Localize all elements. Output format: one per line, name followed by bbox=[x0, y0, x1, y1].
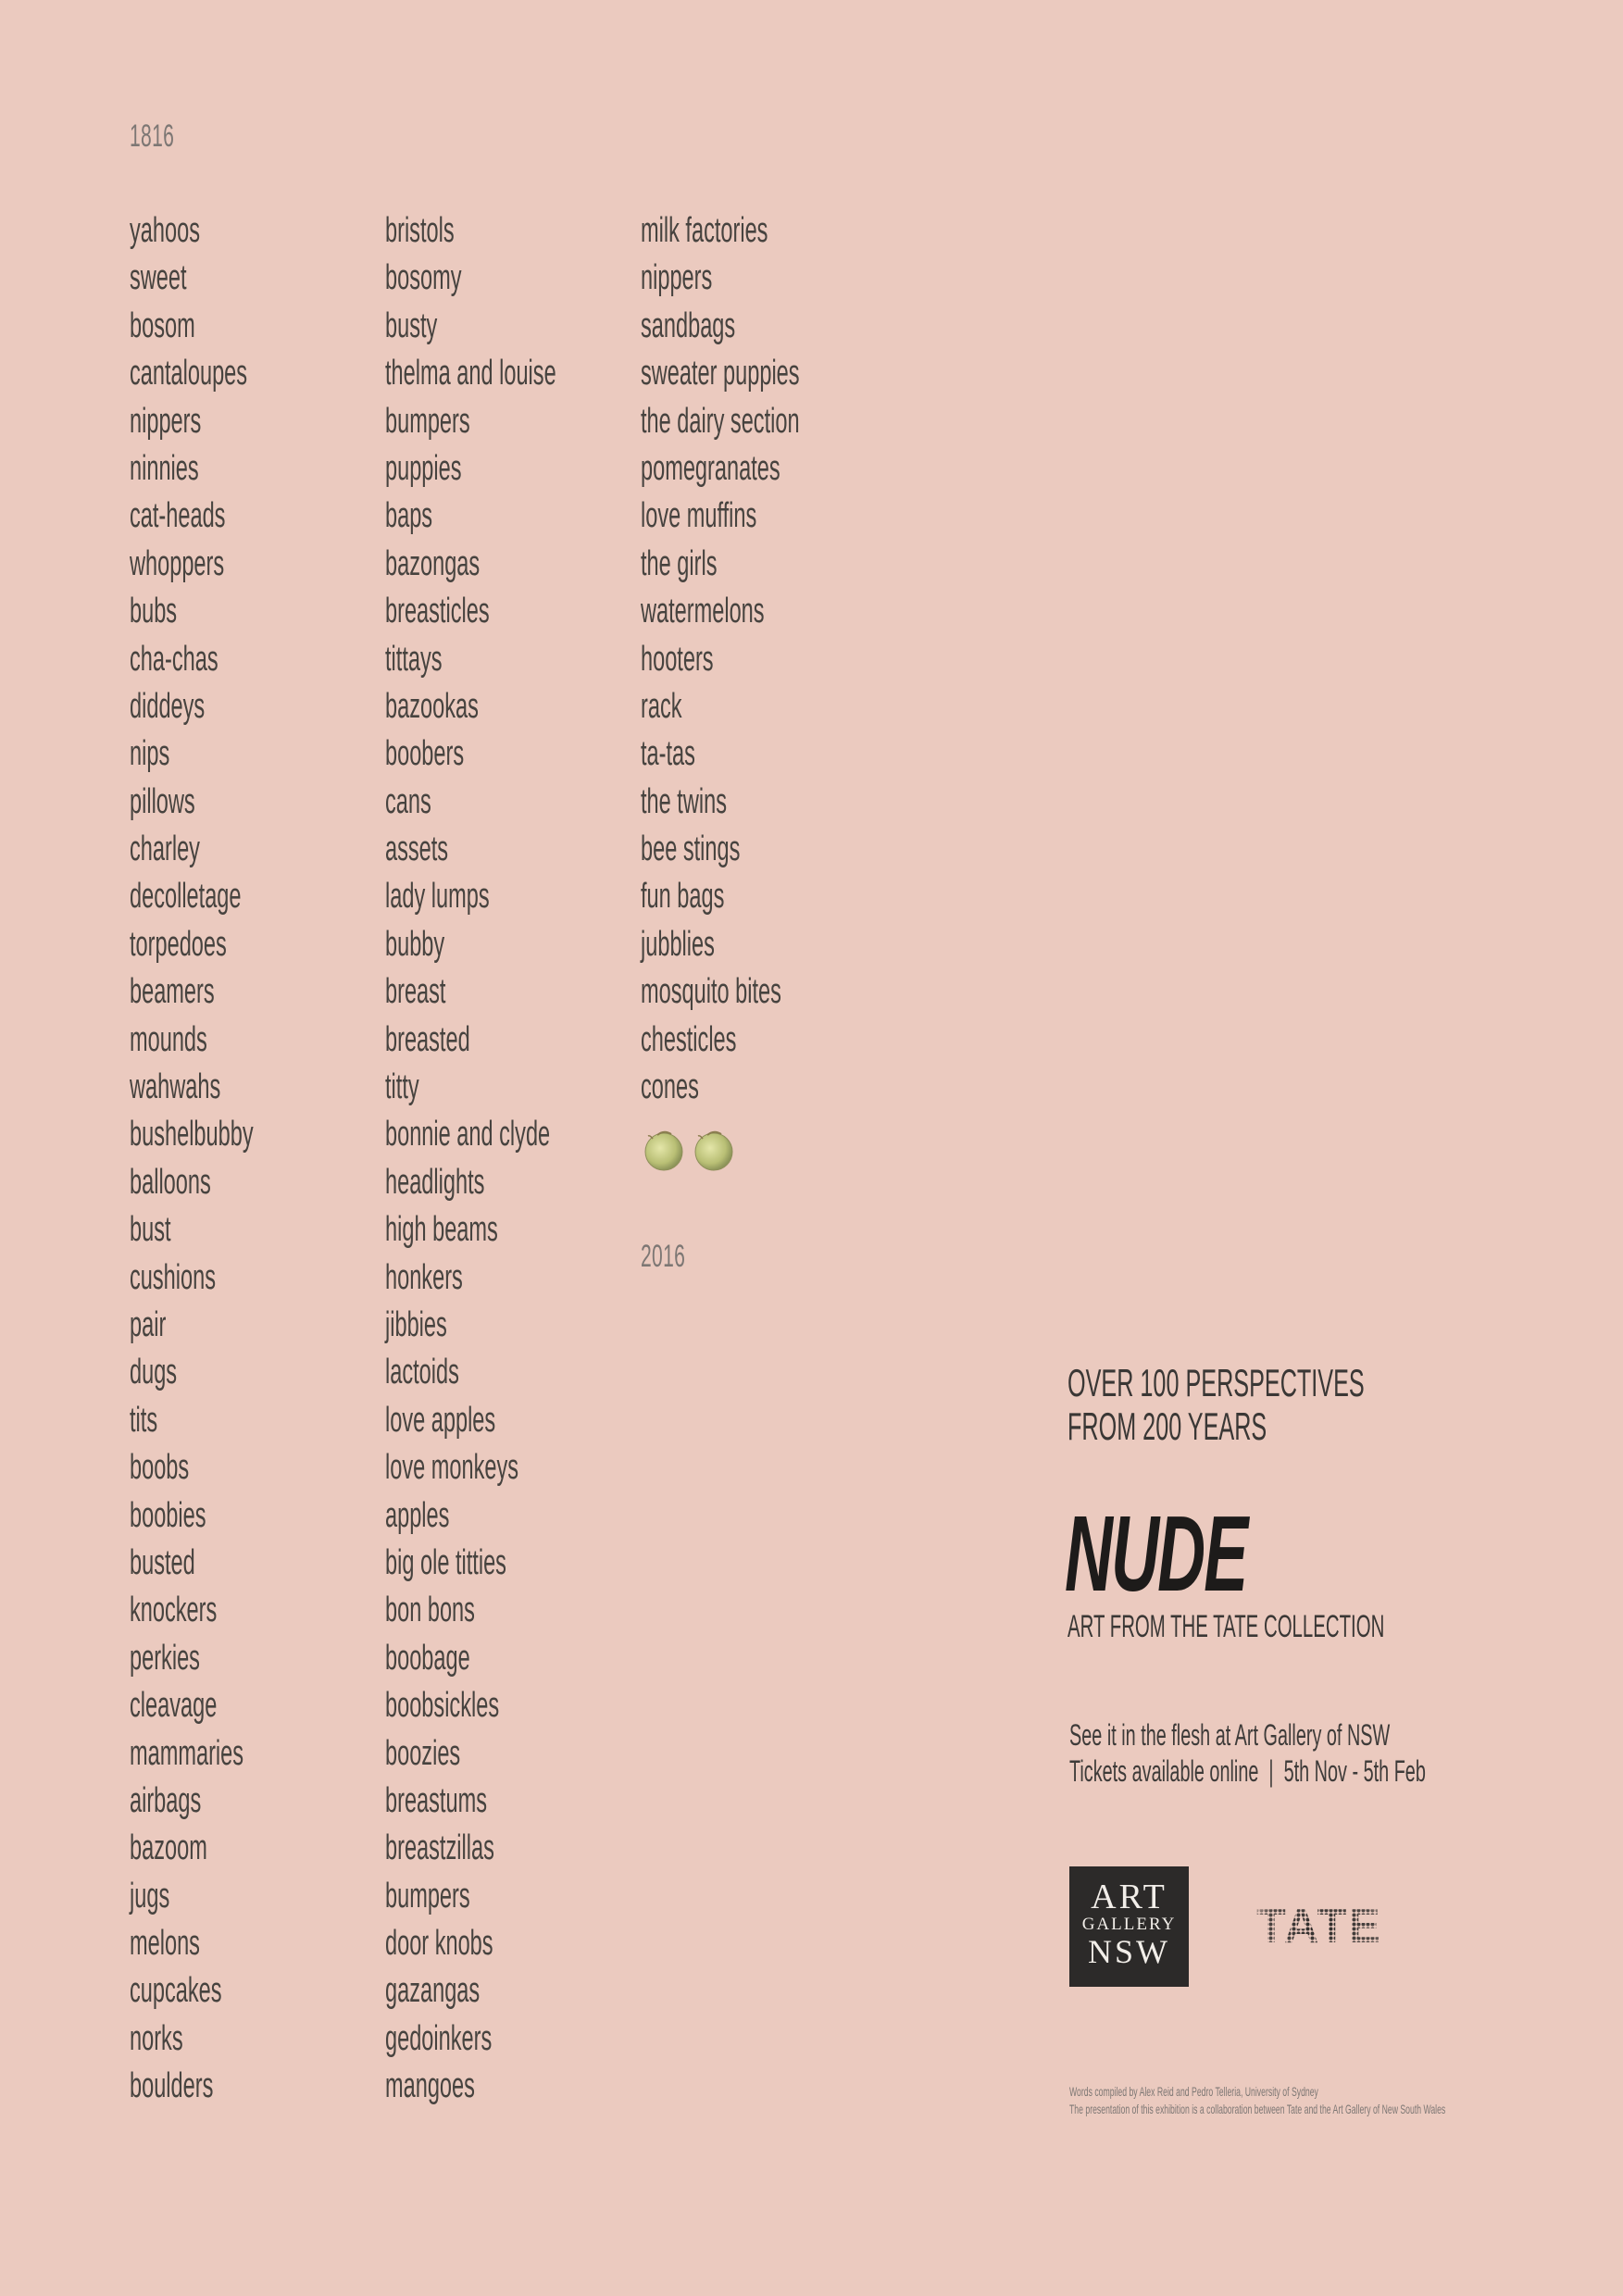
word-item: headlights bbox=[385, 1162, 485, 1202]
venue-line-2: Tickets available online | 5th Nov - 5th Feb bbox=[1069, 1754, 1426, 1788]
word-item: milk factories bbox=[641, 211, 768, 250]
word-item: honkers bbox=[385, 1257, 463, 1297]
word-column-1 bbox=[130, 207, 330, 2111]
word-item: thelma and louise bbox=[385, 354, 556, 393]
word-item: charley bbox=[130, 830, 200, 869]
word-item: bon bons bbox=[385, 1591, 475, 1630]
melon-icon bbox=[641, 1124, 687, 1174]
word-item: bushelbubby bbox=[130, 1115, 254, 1154]
word-item: airbags bbox=[130, 1780, 202, 1820]
word-item: tittays bbox=[385, 639, 443, 679]
word-item: ninnies bbox=[130, 448, 199, 488]
word-item: the dairy section bbox=[641, 401, 800, 441]
word-item: bosom bbox=[130, 306, 195, 345]
melon-emoji-pair bbox=[641, 1124, 737, 1174]
word-item: bee stings bbox=[641, 830, 741, 869]
word-item: high beams bbox=[385, 1210, 498, 1250]
word-item: dugs bbox=[130, 1353, 178, 1392]
word-item: big ole titties bbox=[385, 1542, 506, 1582]
word-item: bristols bbox=[385, 211, 455, 250]
word-item: baps bbox=[385, 496, 433, 536]
word-item: cans bbox=[385, 781, 431, 821]
word-item: chesticles bbox=[641, 1019, 737, 1059]
word-item: apples bbox=[385, 1495, 450, 1535]
word-item: norks bbox=[130, 2018, 183, 2058]
word-item: bazongas bbox=[385, 543, 481, 583]
word-item: boobers bbox=[385, 734, 465, 774]
word-item: rack bbox=[641, 686, 682, 726]
word-item: ta-tas bbox=[641, 734, 695, 774]
word-item: bust bbox=[130, 1210, 171, 1250]
word-item: bazoom bbox=[130, 1828, 207, 1868]
word-item: breastzillas bbox=[385, 1828, 494, 1868]
year-start: 1816 bbox=[130, 119, 175, 154]
credits-line-1: Words compiled by Alex Reid and Pedro Telleria, University of Sydney bbox=[1069, 2084, 1318, 2099]
word-item: mammaries bbox=[130, 1733, 244, 1773]
exhibition-title: NUDE bbox=[1065, 1493, 1247, 1614]
word-column-2 bbox=[385, 207, 661, 2111]
word-item: nips bbox=[130, 734, 170, 774]
logo-line-art: ART bbox=[1091, 1878, 1167, 1916]
word-item: nippers bbox=[130, 401, 202, 441]
word-item: breasticles bbox=[385, 592, 490, 631]
word-item: whoppers bbox=[130, 543, 225, 583]
melon-icon bbox=[691, 1124, 737, 1174]
word-item: jubblies bbox=[641, 924, 715, 964]
word-item: pillows bbox=[130, 781, 195, 821]
word-item: balloons bbox=[130, 1162, 211, 1202]
word-item: sandbags bbox=[641, 306, 736, 345]
word-item: the twins bbox=[641, 781, 727, 821]
word-item: bumpers bbox=[385, 401, 470, 441]
word-item: watermelons bbox=[641, 592, 765, 631]
word-item: breastums bbox=[385, 1780, 487, 1820]
word-item: cha-chas bbox=[130, 639, 218, 679]
word-item: pair bbox=[130, 1304, 167, 1344]
tagline-line-1: OVER 100 PERSPECTIVES bbox=[1067, 1361, 1365, 1404]
word-column-3 bbox=[641, 207, 897, 1111]
word-item: bazookas bbox=[385, 686, 479, 726]
year-end: 2016 bbox=[641, 1239, 686, 1274]
word-item: knockers bbox=[130, 1591, 218, 1630]
word-item: busted bbox=[130, 1542, 195, 1582]
word-item: boobies bbox=[130, 1495, 206, 1535]
word-item: boulders bbox=[130, 2066, 214, 2106]
word-item: puppies bbox=[385, 448, 462, 488]
word-item: love monkeys bbox=[385, 1448, 519, 1488]
exhibition-subtitle: ART FROM THE TATE COLLECTION bbox=[1067, 1609, 1385, 1644]
word-item: boobs bbox=[130, 1448, 190, 1488]
word-item: bonnie and clyde bbox=[385, 1115, 551, 1154]
credits bbox=[1069, 2083, 1445, 2118]
word-item: mounds bbox=[130, 1019, 207, 1059]
word-item: beamers bbox=[130, 972, 215, 1012]
word-item: melons bbox=[130, 1924, 200, 1964]
word-item: titty bbox=[385, 1067, 419, 1107]
word-item: bubs bbox=[130, 592, 178, 631]
word-item: pomegranates bbox=[641, 448, 780, 488]
tate-logo bbox=[1245, 1894, 1393, 1959]
word-item: torpedoes bbox=[130, 924, 227, 964]
word-item: cupcakes bbox=[130, 1971, 222, 2011]
word-item: sweet bbox=[130, 258, 187, 298]
word-item: busty bbox=[385, 306, 438, 345]
word-item: the girls bbox=[641, 543, 718, 583]
word-item: boobage bbox=[385, 1638, 470, 1678]
word-item: nippers bbox=[641, 258, 713, 298]
word-item: yahoos bbox=[130, 211, 200, 250]
word-item: cones bbox=[641, 1067, 699, 1107]
word-item: boozies bbox=[385, 1733, 461, 1773]
word-item: cleavage bbox=[130, 1686, 218, 1726]
art-gallery-nsw-logo bbox=[1069, 1866, 1189, 1987]
word-item: jugs bbox=[130, 1876, 170, 1915]
logo-line-gallery: GALLERY bbox=[1081, 1915, 1177, 1934]
word-item: gedoinkers bbox=[385, 2018, 493, 2058]
word-item: lactoids bbox=[385, 1353, 459, 1392]
word-item: perkies bbox=[130, 1638, 200, 1678]
venue-info bbox=[1069, 1717, 1426, 1790]
word-item: mosquito bites bbox=[641, 972, 781, 1012]
word-item: gazangas bbox=[385, 1971, 481, 2011]
word-item: bubby bbox=[385, 924, 445, 964]
tagline bbox=[1067, 1361, 1365, 1448]
word-item: sweater puppies bbox=[641, 354, 800, 393]
word-item: assets bbox=[385, 830, 449, 869]
word-item: hooters bbox=[641, 639, 714, 679]
word-item: cushions bbox=[130, 1257, 216, 1297]
word-item: mangoes bbox=[385, 2066, 475, 2106]
word-item: bumpers bbox=[385, 1876, 470, 1915]
word-item: decolletage bbox=[130, 877, 242, 917]
word-item: love muffins bbox=[641, 496, 757, 536]
credits-line-2: The presentation of this exhibition is a collaboration between Tate and the Art Gallery of New South Wales bbox=[1069, 2102, 1446, 2116]
word-item: wahwahs bbox=[130, 1067, 221, 1107]
word-item: lady lumps bbox=[385, 877, 490, 917]
word-item: love apples bbox=[385, 1400, 496, 1440]
word-item: jibbies bbox=[385, 1304, 447, 1344]
word-item: cat-heads bbox=[130, 496, 226, 536]
word-item: fun bags bbox=[641, 877, 725, 917]
logo-line-nsw: NSW bbox=[1088, 1933, 1170, 1970]
word-item: cantaloupes bbox=[130, 354, 248, 393]
tagline-line-2: FROM 200 YEARS bbox=[1067, 1404, 1267, 1448]
word-item: breast bbox=[385, 972, 446, 1012]
word-item: door knobs bbox=[385, 1924, 493, 1964]
word-item: tits bbox=[130, 1400, 158, 1440]
word-item: breasted bbox=[385, 1019, 470, 1059]
venue-line-1: See it in the flesh at Art Gallery of NSW bbox=[1069, 1718, 1391, 1752]
word-item: boobsickles bbox=[385, 1686, 500, 1726]
word-item: bosomy bbox=[385, 258, 462, 298]
word-item: diddeys bbox=[130, 686, 206, 726]
